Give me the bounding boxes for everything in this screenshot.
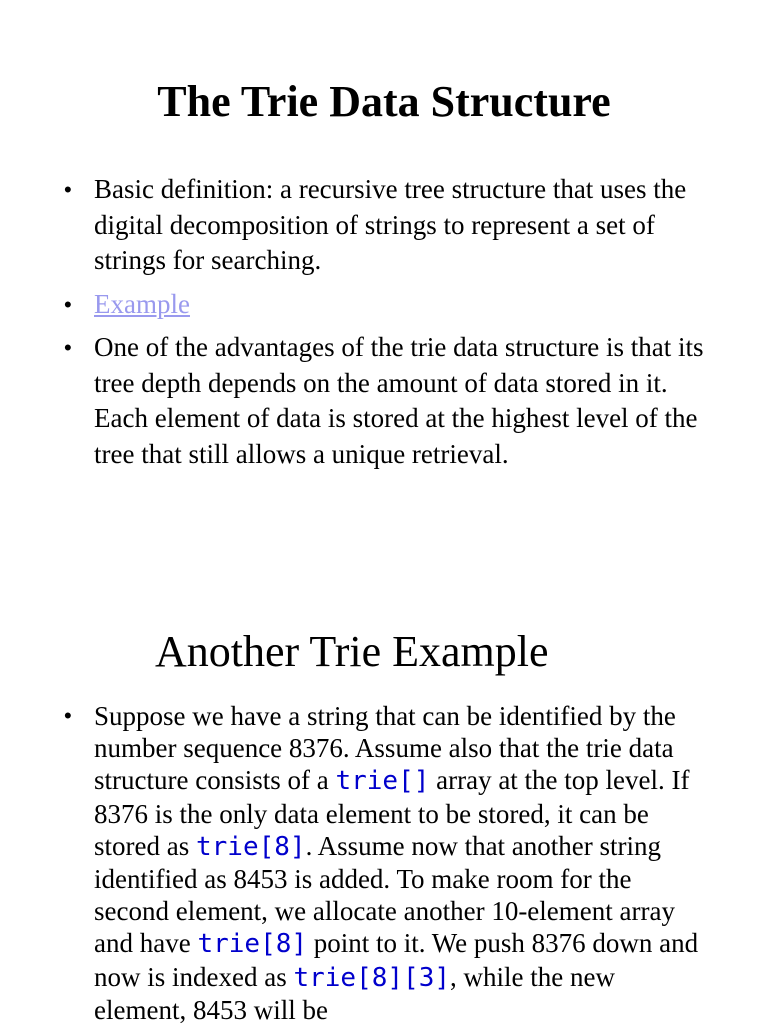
bullet-item-example xyxy=(0,287,768,323)
slide-another-trie-example xyxy=(0,560,768,1024)
code-trie-8: trie[8] xyxy=(195,831,306,862)
bullet-text xyxy=(94,701,698,1025)
slide-title: The Trie Data Structure xyxy=(157,77,611,126)
bullet-icon: • xyxy=(64,703,72,728)
code-trie-8-3: trie[8][3] xyxy=(293,962,451,993)
bullet-text: One of the advantages of the trie data structure is that its tree depth depends on the amount of data stored in it. Each element of data is stored at the highest level of the tree that still allows a unique retrieval. xyxy=(94,332,704,469)
code-trie-array: trie[] xyxy=(335,766,430,797)
bullet-icon: • xyxy=(64,177,72,202)
bullet-item-suppose xyxy=(0,700,768,1026)
bullet-list xyxy=(0,172,768,480)
text-segment: point to it. We push 8376 down and now is indexed as xyxy=(94,928,699,992)
example-link[interactable]: Example xyxy=(94,288,190,319)
bullet-item-advantages xyxy=(0,330,768,472)
bullet-item-basic-definition xyxy=(0,172,768,279)
bullet-text: Basic definition: a recursive tree structure that uses the digital decomposition of strings to represent a set of strings for searching. xyxy=(94,174,687,275)
bullet-list xyxy=(0,700,768,1026)
bullet-icon: • xyxy=(64,335,72,360)
text-segment: . Assume now that another string identified as 8453 is added. To make room for the second element, we allocate another 10-element array and have xyxy=(94,830,675,959)
text-segment: , while the new element, 8453 will be xyxy=(94,961,615,1025)
code-trie-8: trie[8] xyxy=(197,929,308,960)
text-segment: array at the top level. If 8376 is the only data element to be stored, it can be stored as xyxy=(94,765,690,861)
text-segment: Suppose we have a string that can be identified by the number sequence 8376. Assume also that the trie data structure consists of a xyxy=(94,701,676,796)
bullet-icon: • xyxy=(64,291,72,317)
slide-title: Another Trie Example xyxy=(155,627,549,676)
